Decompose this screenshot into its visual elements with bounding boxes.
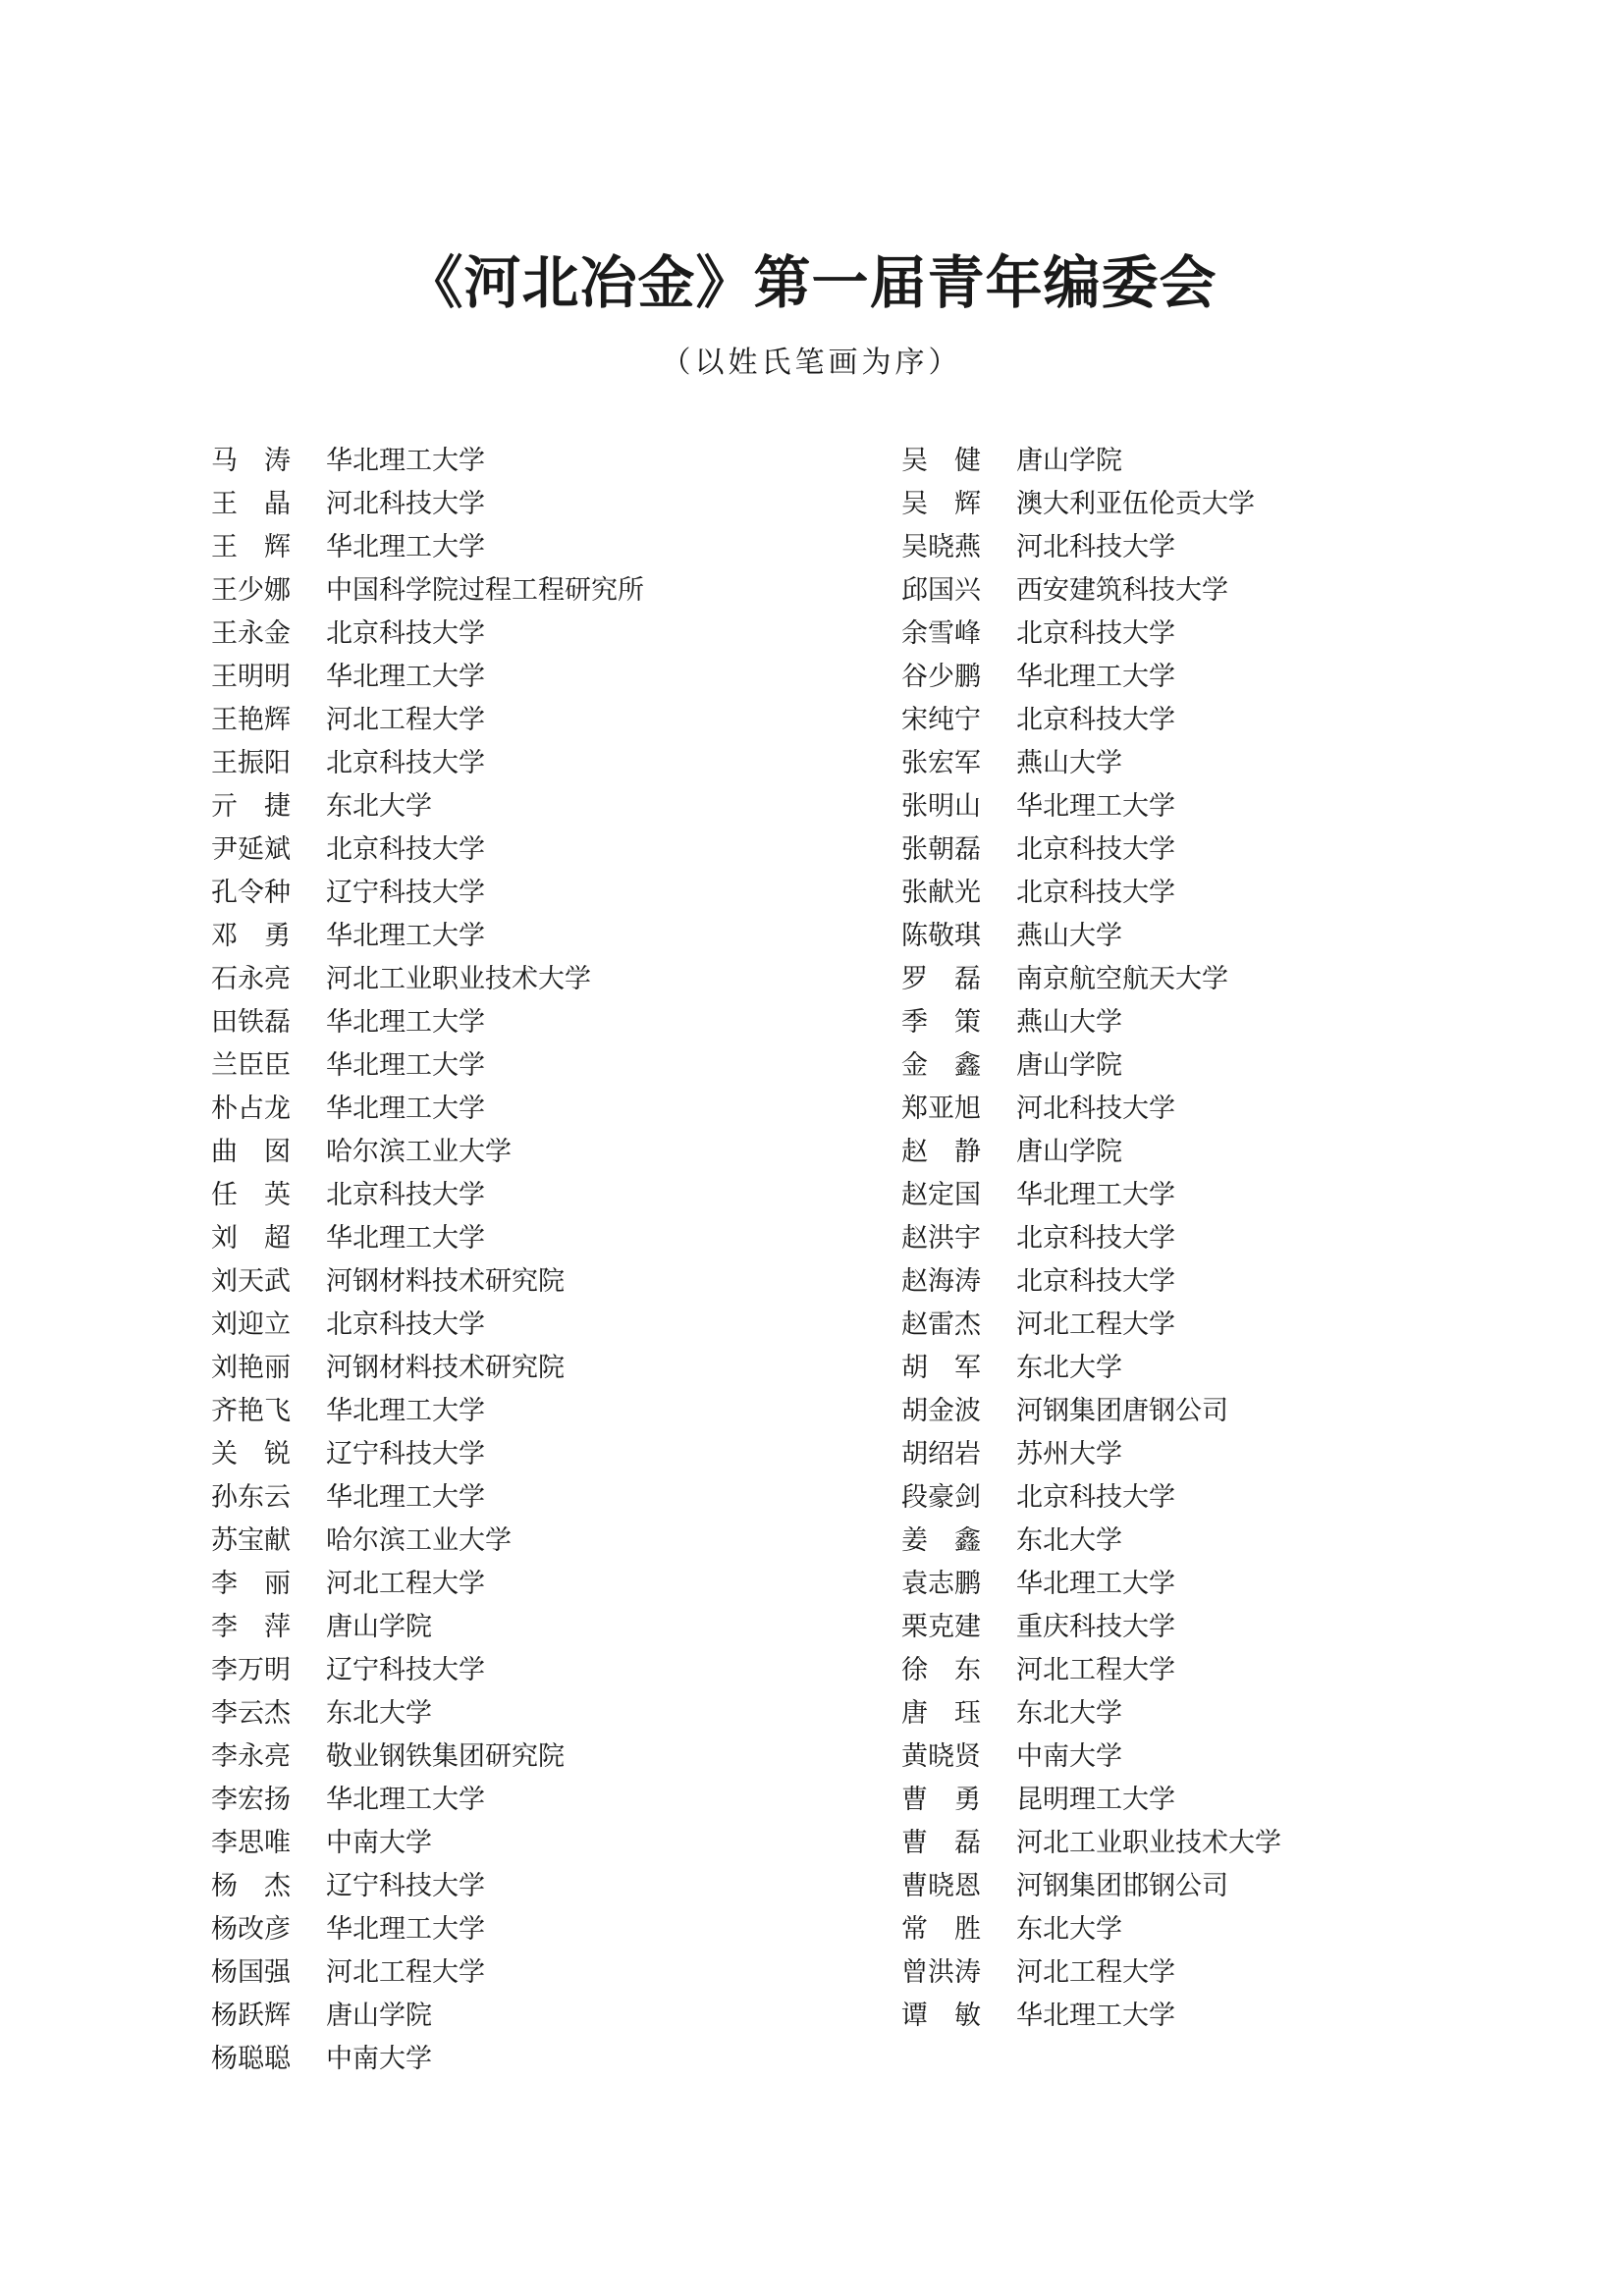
member-affiliation: 华北理工大学 bbox=[1016, 662, 1175, 692]
member-name: 尹延斌 bbox=[211, 834, 291, 865]
member-name: 亓 捷 bbox=[211, 791, 291, 822]
member-name: 李云杰 bbox=[211, 1698, 291, 1729]
member-row bbox=[211, 872, 644, 915]
member-row bbox=[901, 1433, 1281, 1476]
member-row bbox=[211, 958, 644, 1001]
member-affiliation: 华北理工大学 bbox=[326, 662, 485, 692]
member-name: 王振阳 bbox=[211, 748, 291, 778]
member-row bbox=[211, 1995, 644, 2038]
member-row bbox=[211, 1606, 644, 1649]
member-row bbox=[901, 1606, 1281, 1649]
member-affiliation: 华北理工大学 bbox=[326, 1094, 485, 1124]
member-affiliation: 燕山大学 bbox=[1016, 1007, 1122, 1038]
member-affiliation: 华北理工大学 bbox=[326, 1396, 485, 1426]
member-row bbox=[211, 1347, 644, 1390]
member-name: 李 丽 bbox=[211, 1569, 291, 1599]
right-member-list bbox=[901, 440, 1281, 2038]
member-row bbox=[901, 958, 1281, 1001]
member-row bbox=[901, 1390, 1281, 1433]
member-affiliation: 华北理工大学 bbox=[1016, 1180, 1175, 1210]
member-row bbox=[901, 1822, 1281, 1865]
member-affiliation: 澳大利亚伍伦贡大学 bbox=[1016, 489, 1255, 519]
member-name: 胡 军 bbox=[901, 1353, 981, 1383]
member-name: 张明山 bbox=[901, 791, 981, 822]
member-name: 曹晓恩 bbox=[901, 1871, 981, 1901]
member-affiliation: 中南大学 bbox=[326, 1828, 432, 1858]
member-row bbox=[211, 1217, 644, 1260]
member-name: 杨国强 bbox=[211, 1957, 291, 1988]
member-affiliation: 北京科技大学 bbox=[1016, 705, 1175, 735]
member-affiliation: 华北理工大学 bbox=[326, 1050, 485, 1081]
member-affiliation: 北京科技大学 bbox=[1016, 1482, 1175, 1513]
member-name: 段豪剑 bbox=[901, 1482, 981, 1513]
member-row bbox=[211, 656, 644, 699]
member-affiliation: 华北理工大学 bbox=[326, 1007, 485, 1038]
member-row bbox=[211, 1735, 644, 1779]
member-name: 徐 东 bbox=[901, 1655, 981, 1685]
member-row bbox=[211, 1563, 644, 1606]
member-row bbox=[211, 1476, 644, 1520]
member-name: 赵定国 bbox=[901, 1180, 981, 1210]
member-row bbox=[901, 1260, 1281, 1304]
member-affiliation: 河钢材料技术研究院 bbox=[326, 1266, 565, 1297]
member-name: 唐 珏 bbox=[901, 1698, 981, 1729]
member-row bbox=[211, 1044, 644, 1088]
left-member-list bbox=[211, 440, 644, 2081]
member-row bbox=[211, 742, 644, 785]
member-name: 任 英 bbox=[211, 1180, 291, 1210]
member-affiliation: 中南大学 bbox=[1016, 1741, 1122, 1772]
member-row bbox=[211, 569, 644, 613]
member-affiliation: 华北理工大学 bbox=[326, 446, 485, 476]
member-row bbox=[211, 613, 644, 656]
member-row bbox=[901, 1001, 1281, 1044]
member-row bbox=[211, 785, 644, 828]
member-name: 黄晓贤 bbox=[901, 1741, 981, 1772]
member-name: 刘天武 bbox=[211, 1266, 291, 1297]
member-name: 曹 磊 bbox=[901, 1828, 981, 1858]
member-affiliation: 唐山学院 bbox=[1016, 1137, 1122, 1167]
member-name: 王少娜 bbox=[211, 575, 291, 606]
member-row bbox=[901, 1735, 1281, 1779]
member-affiliation: 河钢集团邯钢公司 bbox=[1016, 1871, 1228, 1901]
member-affiliation: 东北大学 bbox=[1016, 1698, 1122, 1729]
member-row bbox=[211, 1520, 644, 1563]
member-name: 常 胜 bbox=[901, 1914, 981, 1945]
member-affiliation: 河北科技大学 bbox=[1016, 1094, 1175, 1124]
member-name: 宋纯宁 bbox=[901, 705, 981, 735]
member-affiliation: 燕山大学 bbox=[1016, 921, 1122, 951]
member-row bbox=[901, 440, 1281, 483]
member-name: 王明明 bbox=[211, 662, 291, 692]
member-row bbox=[211, 440, 644, 483]
member-affiliation: 河北工业职业技术大学 bbox=[1016, 1828, 1281, 1858]
member-row bbox=[901, 1692, 1281, 1735]
member-name: 刘 超 bbox=[211, 1223, 291, 1254]
member-name: 栗克建 bbox=[901, 1612, 981, 1642]
member-row bbox=[211, 1174, 644, 1217]
member-name: 赵 静 bbox=[901, 1137, 981, 1167]
member-row bbox=[211, 1304, 644, 1347]
member-affiliation: 北京科技大学 bbox=[1016, 618, 1175, 649]
member-row bbox=[901, 699, 1281, 742]
member-row bbox=[901, 613, 1281, 656]
member-row bbox=[211, 526, 644, 569]
member-name: 王 晶 bbox=[211, 489, 291, 519]
member-affiliation: 东北大学 bbox=[326, 791, 432, 822]
member-name: 关 锐 bbox=[211, 1439, 291, 1469]
member-name: 郑亚旭 bbox=[901, 1094, 981, 1124]
member-row bbox=[901, 1131, 1281, 1174]
member-name: 王永金 bbox=[211, 618, 291, 649]
member-row bbox=[901, 1520, 1281, 1563]
member-row bbox=[211, 1865, 644, 1908]
member-row bbox=[901, 656, 1281, 699]
member-name: 谷少鹏 bbox=[901, 662, 981, 692]
member-name: 曾洪涛 bbox=[901, 1957, 981, 1988]
member-name: 陈敬琪 bbox=[901, 921, 981, 951]
member-name: 邱国兴 bbox=[901, 575, 981, 606]
member-name: 王 辉 bbox=[211, 532, 291, 562]
member-affiliation: 华北理工大学 bbox=[1016, 791, 1175, 822]
member-affiliation: 东北大学 bbox=[1016, 1353, 1122, 1383]
member-affiliation: 河北工程大学 bbox=[326, 1569, 485, 1599]
member-name: 田铁磊 bbox=[211, 1007, 291, 1038]
member-name: 邓 勇 bbox=[211, 921, 291, 951]
member-affiliation: 华北理工大学 bbox=[1016, 1569, 1175, 1599]
member-affiliation: 河钢材料技术研究院 bbox=[326, 1353, 565, 1383]
member-affiliation: 南京航空航天大学 bbox=[1016, 964, 1228, 994]
member-affiliation: 河北科技大学 bbox=[326, 489, 485, 519]
member-name: 李宏扬 bbox=[211, 1785, 291, 1815]
member-name: 李万明 bbox=[211, 1655, 291, 1685]
member-affiliation: 河钢集团唐钢公司 bbox=[1016, 1396, 1228, 1426]
member-name: 孔令种 bbox=[211, 878, 291, 908]
member-affiliation: 河北工程大学 bbox=[326, 705, 485, 735]
member-name: 张宏军 bbox=[901, 748, 981, 778]
member-affiliation: 河北工程大学 bbox=[1016, 1957, 1175, 1988]
member-name: 谭 敏 bbox=[901, 2001, 981, 2031]
member-row bbox=[901, 1347, 1281, 1390]
member-row bbox=[211, 2038, 644, 2081]
member-row bbox=[901, 785, 1281, 828]
member-row bbox=[211, 1001, 644, 1044]
member-row bbox=[211, 828, 644, 872]
member-name: 苏宝献 bbox=[211, 1525, 291, 1556]
member-name: 朴占龙 bbox=[211, 1094, 291, 1124]
member-affiliation: 重庆科技大学 bbox=[1016, 1612, 1175, 1642]
member-name: 刘艳丽 bbox=[211, 1353, 291, 1383]
member-affiliation: 华北理工大学 bbox=[326, 1785, 485, 1815]
member-row bbox=[211, 1131, 644, 1174]
member-affiliation: 辽宁科技大学 bbox=[326, 1439, 485, 1469]
member-affiliation: 北京科技大学 bbox=[326, 1309, 485, 1340]
member-name: 胡绍岩 bbox=[901, 1439, 981, 1469]
member-name: 赵雷杰 bbox=[901, 1309, 981, 1340]
member-name: 曲 囡 bbox=[211, 1137, 291, 1167]
member-affiliation: 辽宁科技大学 bbox=[326, 1871, 485, 1901]
member-row bbox=[211, 1260, 644, 1304]
member-name: 姜 鑫 bbox=[901, 1525, 981, 1556]
member-affiliation: 北京科技大学 bbox=[1016, 1223, 1175, 1254]
member-row bbox=[901, 1649, 1281, 1692]
member-name: 李思唯 bbox=[211, 1828, 291, 1858]
member-name: 张朝磊 bbox=[901, 834, 981, 865]
member-affiliation: 北京科技大学 bbox=[1016, 834, 1175, 865]
member-row bbox=[901, 1951, 1281, 1995]
member-row bbox=[211, 1649, 644, 1692]
member-affiliation: 中国科学院过程工程研究所 bbox=[326, 575, 644, 606]
member-name: 兰臣臣 bbox=[211, 1050, 291, 1081]
member-affiliation: 东北大学 bbox=[1016, 1525, 1122, 1556]
member-name: 杨改彦 bbox=[211, 1914, 291, 1945]
member-name: 吴 健 bbox=[901, 446, 981, 476]
member-row bbox=[211, 1908, 644, 1951]
member-affiliation: 河北工业职业技术大学 bbox=[326, 964, 591, 994]
member-row bbox=[901, 1563, 1281, 1606]
member-affiliation: 华北理工大学 bbox=[326, 1223, 485, 1254]
member-affiliation: 辽宁科技大学 bbox=[326, 878, 485, 908]
member-affiliation: 辽宁科技大学 bbox=[326, 1655, 485, 1685]
member-name: 吴晓燕 bbox=[901, 532, 981, 562]
member-row bbox=[211, 699, 644, 742]
member-name: 赵海涛 bbox=[901, 1266, 981, 1297]
member-row bbox=[901, 1088, 1281, 1131]
member-affiliation: 敬业钢铁集团研究院 bbox=[326, 1741, 565, 1772]
member-row bbox=[901, 1865, 1281, 1908]
member-row bbox=[901, 1908, 1281, 1951]
member-name: 季 策 bbox=[901, 1007, 981, 1038]
member-row bbox=[901, 1779, 1281, 1822]
member-name: 刘迎立 bbox=[211, 1309, 291, 1340]
member-affiliation: 东北大学 bbox=[326, 1698, 432, 1729]
member-affiliation: 河北工程大学 bbox=[326, 1957, 485, 1988]
member-row bbox=[901, 569, 1281, 613]
member-row bbox=[901, 915, 1281, 958]
member-name: 马 涛 bbox=[211, 446, 291, 476]
member-row bbox=[211, 483, 644, 526]
member-affiliation: 北京科技大学 bbox=[1016, 1266, 1175, 1297]
member-affiliation: 河北工程大学 bbox=[1016, 1309, 1175, 1340]
member-row bbox=[211, 1779, 644, 1822]
member-name: 石永亮 bbox=[211, 964, 291, 994]
member-name: 金 鑫 bbox=[901, 1050, 981, 1081]
member-affiliation: 河北工程大学 bbox=[1016, 1655, 1175, 1685]
member-row bbox=[211, 1433, 644, 1476]
member-affiliation: 苏州大学 bbox=[1016, 1439, 1122, 1469]
member-name: 罗 磊 bbox=[901, 964, 981, 994]
member-row bbox=[901, 872, 1281, 915]
member-affiliation: 唐山学院 bbox=[1016, 1050, 1122, 1081]
member-name: 袁志鹏 bbox=[901, 1569, 981, 1599]
member-row bbox=[211, 1390, 644, 1433]
member-affiliation: 北京科技大学 bbox=[326, 748, 485, 778]
member-row bbox=[901, 828, 1281, 872]
member-affiliation: 唐山学院 bbox=[326, 2001, 432, 2031]
member-row bbox=[211, 1692, 644, 1735]
member-name: 余雪峰 bbox=[901, 618, 981, 649]
member-row bbox=[901, 1476, 1281, 1520]
member-name: 李永亮 bbox=[211, 1741, 291, 1772]
member-affiliation: 北京科技大学 bbox=[326, 834, 485, 865]
member-affiliation: 燕山大学 bbox=[1016, 748, 1122, 778]
member-affiliation: 北京科技大学 bbox=[1016, 878, 1175, 908]
member-name: 吴 辉 bbox=[901, 489, 981, 519]
member-affiliation: 华北理工大学 bbox=[326, 921, 485, 951]
member-affiliation: 中南大学 bbox=[326, 2044, 432, 2074]
member-row bbox=[901, 742, 1281, 785]
member-name: 齐艳飞 bbox=[211, 1396, 291, 1426]
member-name: 赵洪宇 bbox=[901, 1223, 981, 1254]
member-row bbox=[901, 1174, 1281, 1217]
member-affiliation: 哈尔滨工业大学 bbox=[326, 1137, 512, 1167]
member-row bbox=[211, 1822, 644, 1865]
member-affiliation: 唐山学院 bbox=[326, 1612, 432, 1642]
member-row bbox=[901, 1217, 1281, 1260]
member-affiliation: 东北大学 bbox=[1016, 1914, 1122, 1945]
member-row bbox=[211, 915, 644, 958]
member-name: 孙东云 bbox=[211, 1482, 291, 1513]
member-name: 杨 杰 bbox=[211, 1871, 291, 1901]
member-affiliation: 西安建筑科技大学 bbox=[1016, 575, 1228, 606]
member-row bbox=[901, 1304, 1281, 1347]
member-affiliation: 哈尔滨工业大学 bbox=[326, 1525, 512, 1556]
member-row bbox=[901, 1044, 1281, 1088]
member-affiliation: 河北科技大学 bbox=[1016, 532, 1175, 562]
member-row bbox=[901, 1995, 1281, 2038]
member-affiliation: 北京科技大学 bbox=[326, 618, 485, 649]
member-row bbox=[901, 526, 1281, 569]
member-affiliation: 唐山学院 bbox=[1016, 446, 1122, 476]
member-affiliation: 华北理工大学 bbox=[326, 1914, 485, 1945]
member-affiliation: 北京科技大学 bbox=[326, 1180, 485, 1210]
page-title: 《河北冶金》第一届青年编委会 bbox=[406, 249, 1217, 316]
member-row bbox=[211, 1088, 644, 1131]
member-name: 张献光 bbox=[901, 878, 981, 908]
member-row bbox=[211, 1951, 644, 1995]
member-name: 王艳辉 bbox=[211, 705, 291, 735]
member-affiliation: 华北理工大学 bbox=[326, 532, 485, 562]
member-name: 曹 勇 bbox=[901, 1785, 981, 1815]
member-affiliation: 昆明理工大学 bbox=[1016, 1785, 1175, 1815]
member-name: 杨聪聪 bbox=[211, 2044, 291, 2074]
member-row bbox=[901, 483, 1281, 526]
member-name: 胡金波 bbox=[901, 1396, 981, 1426]
subtitle: （以姓氏笔画为序） bbox=[661, 346, 962, 380]
member-affiliation: 华北理工大学 bbox=[326, 1482, 485, 1513]
member-name: 李 萍 bbox=[211, 1612, 291, 1642]
member-affiliation: 华北理工大学 bbox=[1016, 2001, 1175, 2031]
member-name: 杨跃辉 bbox=[211, 2001, 291, 2031]
